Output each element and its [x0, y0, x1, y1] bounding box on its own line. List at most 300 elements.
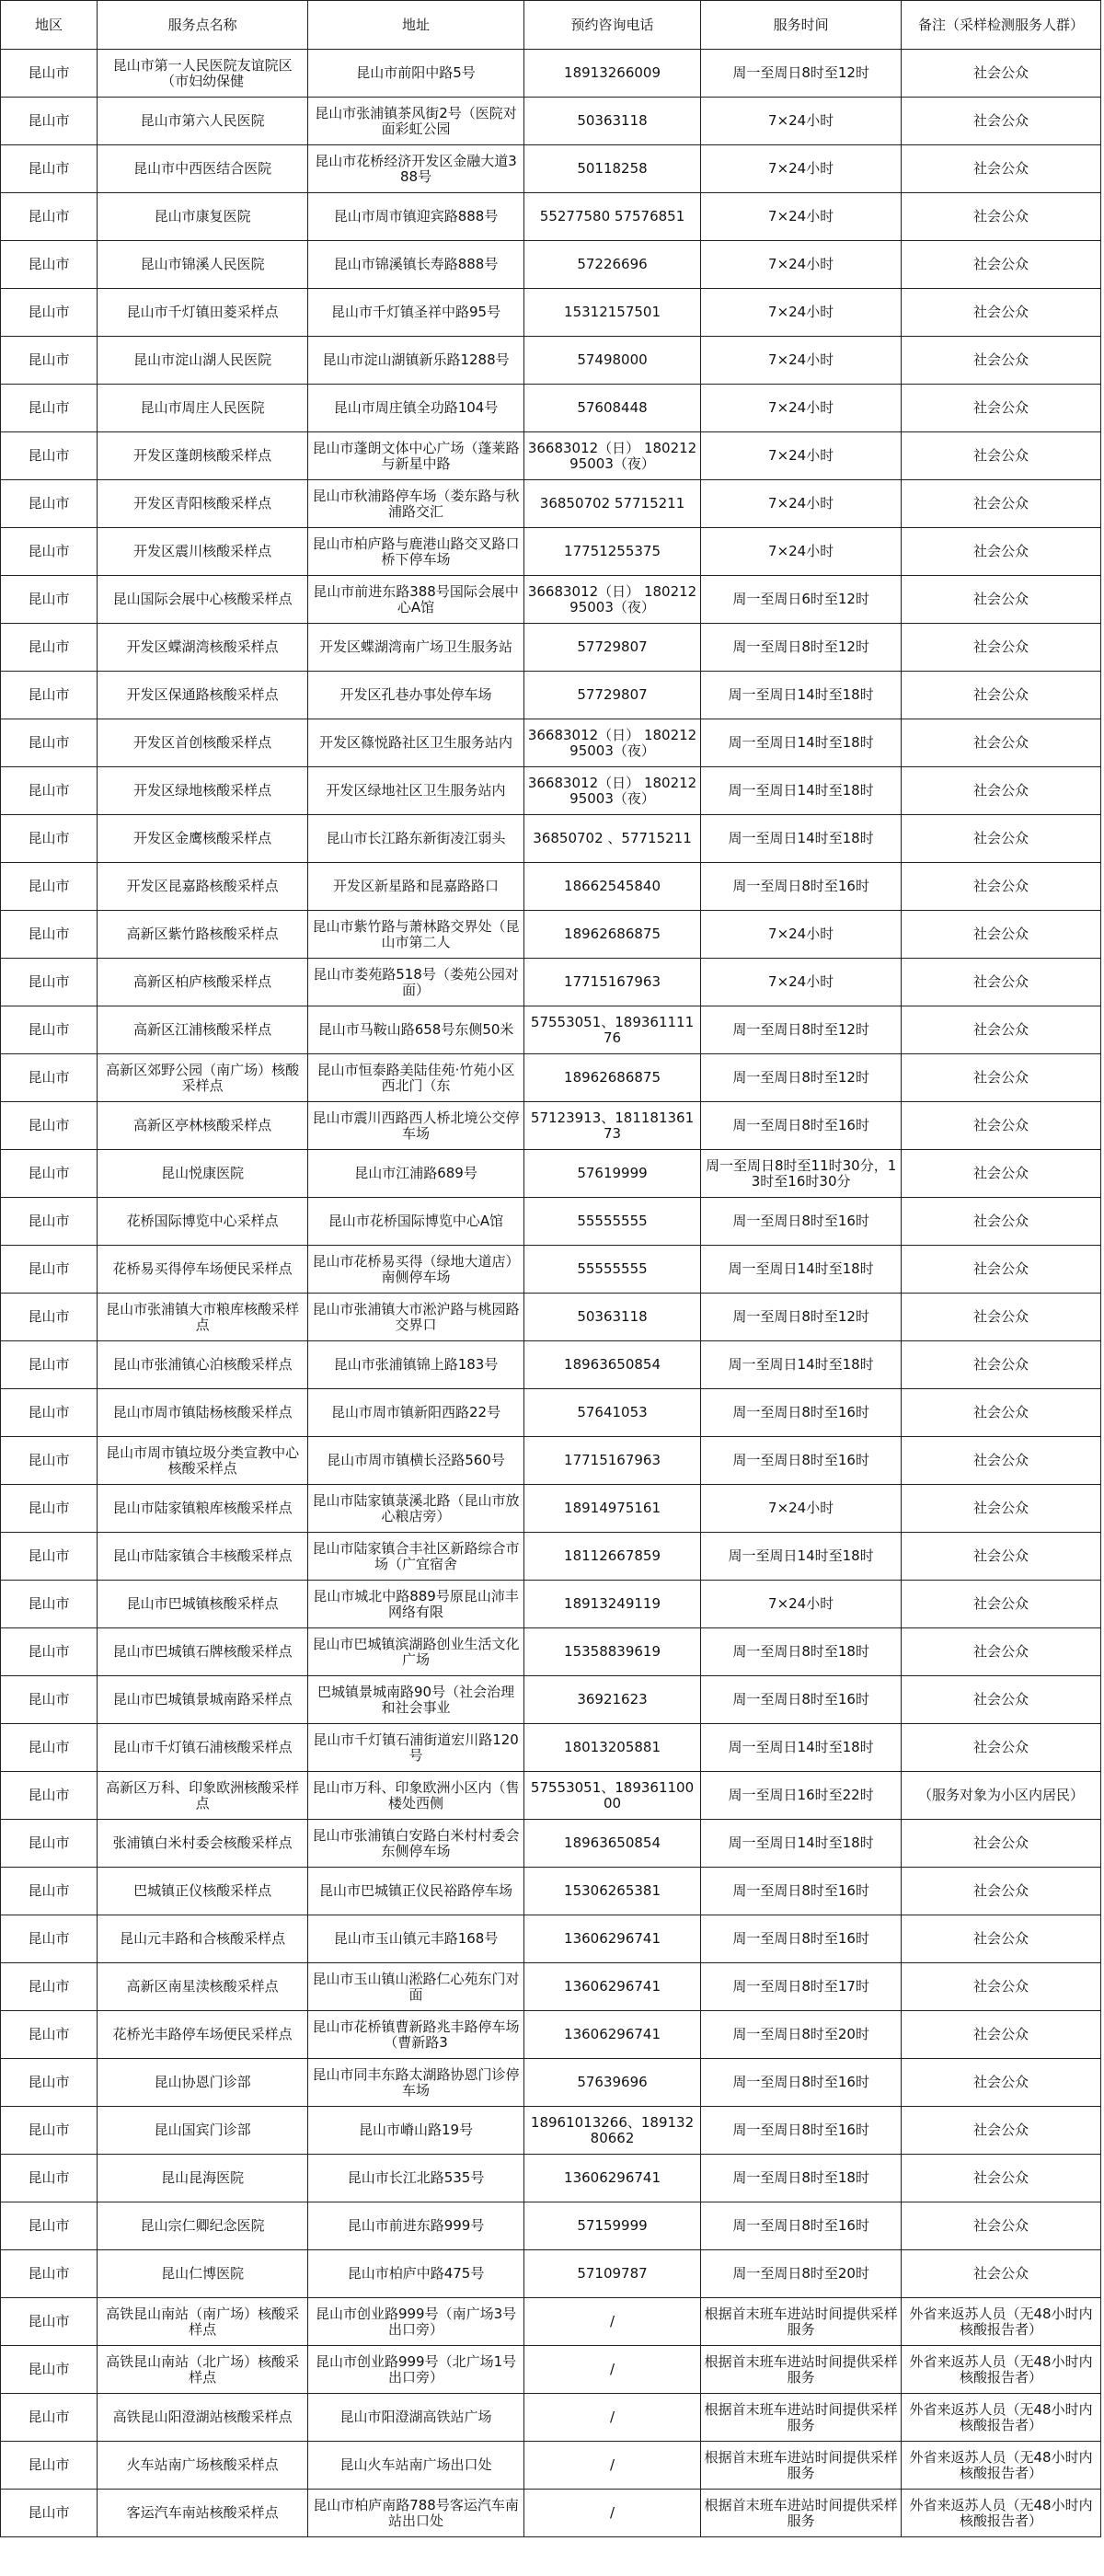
address-text: 昆山市柏庐南路788号客运汽车南站出口处	[313, 2497, 519, 2529]
site-name-text: 开发区青阳核酸采样点	[133, 496, 272, 512]
region-text: 昆山市	[28, 2027, 70, 2042]
service-hours-cell	[701, 911, 902, 959]
service-hours-cell	[701, 1150, 902, 1198]
site-name-text: 开发区绿地核酸采样点	[133, 783, 272, 799]
phone-text: 36683012（日） 18021295003（夜）	[527, 440, 697, 472]
address-text: 昆山市恒泰路美陆佳苑·竹苑小区西北门（东	[316, 1062, 515, 1094]
site-name-text: 昆山国宾门诊部	[154, 2122, 251, 2138]
region-cell	[1, 1437, 98, 1485]
remarks-text: 社会公众	[973, 2075, 1029, 2090]
remarks-cell	[902, 1676, 1101, 1724]
site-name-cell	[98, 1820, 308, 1868]
site-name-text: 昆山宗仁卿纪念医院	[140, 2218, 265, 2234]
table-row	[1, 289, 1101, 337]
service-hours-cell	[701, 1437, 902, 1485]
site-name-cell	[98, 528, 308, 576]
phone-text: 57159999	[577, 2218, 648, 2234]
remarks-text: 社会公众	[973, 1931, 1029, 1947]
remarks-text: 社会公众	[973, 1883, 1029, 1899]
service-hours-text: 周一至周日8时至18时	[732, 2170, 869, 2186]
remarks-cell	[902, 2298, 1101, 2346]
remarks-text: 社会公众	[973, 639, 1029, 655]
address-cell	[308, 289, 524, 337]
phone-text: 55277580 57576851	[539, 209, 685, 224]
address-cell	[308, 1150, 524, 1198]
service-hours-cell	[701, 337, 902, 385]
site-name-text: 昆山市千灯镇石浦核酸采样点	[112, 1740, 293, 1755]
remarks-cell	[902, 193, 1101, 241]
site-name-text: 客运汽车南站核酸采样点	[126, 2505, 279, 2521]
remarks-text: 社会公众	[973, 1261, 1029, 1277]
address-cell	[308, 2298, 524, 2346]
site-name-cell	[98, 1676, 308, 1724]
site-name-cell	[98, 145, 308, 193]
phone-text: 57553051、18936110000	[530, 1779, 695, 1811]
region-text: 昆山市	[28, 592, 70, 607]
table-row	[1, 98, 1101, 145]
phone-cell	[523, 2202, 700, 2250]
service-hours-cell	[701, 2059, 902, 2107]
table-row	[1, 2442, 1101, 2490]
remarks-cell	[902, 2250, 1101, 2298]
phone-text: 55555555	[577, 1261, 648, 1277]
phone-cell	[523, 2346, 700, 2394]
remarks-cell	[902, 241, 1101, 289]
remarks-text: 社会公众	[973, 735, 1029, 751]
region-text: 昆山市	[28, 1357, 70, 1373]
service-hours-text: 7×24小时	[768, 544, 834, 559]
region-text: 昆山市	[28, 352, 70, 368]
site-name-cell	[98, 719, 308, 767]
site-name-text: 高新区柏庐核酸采样点	[133, 974, 272, 990]
site-name-text: 昆山国际会展中心核酸采样点	[112, 592, 293, 607]
remarks-text: 社会公众	[973, 2122, 1029, 2138]
region-text: 昆山市	[28, 257, 70, 272]
address-cell	[308, 1294, 524, 1341]
site-name-text: 昆山市周庄人民医院	[140, 400, 265, 416]
address-cell	[308, 2394, 524, 2442]
region-cell	[1, 528, 98, 576]
site-name-text: 张浦镇白米村委会核酸采样点	[112, 1835, 293, 1851]
address-cell	[308, 2011, 524, 2059]
site-name-cell	[98, 1150, 308, 1198]
phone-cell	[523, 719, 700, 767]
remarks-text: 外省来返苏人员（无48小时内核酸报告者）	[909, 2401, 1093, 2433]
site-name-text: 高新区江浦核酸采样点	[133, 1022, 272, 1038]
service-hours-cell	[701, 959, 902, 1006]
site-name-cell	[98, 815, 308, 863]
remarks-cell	[902, 1341, 1101, 1389]
phone-cell	[523, 1533, 700, 1581]
address-cell	[308, 2490, 524, 2537]
region-cell	[1, 98, 98, 145]
region-text: 昆山市	[28, 2266, 70, 2282]
service-hours-cell	[701, 50, 902, 98]
site-name-text: 开发区昆嘉路核酸采样点	[126, 879, 279, 894]
address-cell	[308, 337, 524, 385]
region-text: 昆山市	[28, 1740, 70, 1755]
service-hours-cell	[701, 1628, 902, 1676]
service-hours-cell	[701, 1054, 902, 1102]
site-name-cell	[98, 2202, 308, 2250]
service-hours-text: 7×24小时	[768, 1596, 834, 1612]
service-hours-text: 周一至周日8时至16时	[732, 2075, 869, 2090]
region-text: 昆山市	[28, 926, 70, 942]
address-cell	[308, 241, 524, 289]
region-cell	[1, 2298, 98, 2346]
remarks-text: 社会公众	[973, 1213, 1029, 1229]
phone-cell	[523, 2490, 700, 2537]
region-cell	[1, 1389, 98, 1437]
table-row	[1, 2107, 1101, 2155]
phone-text: 18013205881	[564, 1740, 661, 1755]
address-text: 昆山市花桥镇曹新路兆丰路停车场（曹新路3	[312, 2018, 520, 2051]
phone-text: 57553051、18936111176	[530, 1014, 695, 1046]
site-name-text: 开发区蝶湖湾核酸采样点	[126, 639, 279, 655]
phone-cell	[523, 1102, 700, 1150]
address-text: 昆山市紫竹路与萧林路交界处（昆山市第二人	[312, 918, 520, 950]
remarks-text: 社会公众	[973, 1835, 1029, 1851]
region-cell	[1, 1341, 98, 1389]
remarks-cell	[902, 145, 1101, 193]
region-text: 昆山市	[28, 639, 70, 655]
phone-cell	[523, 1676, 700, 1724]
phone-text: /	[610, 2409, 615, 2425]
service-hours-text: 周一至周日14时至18时	[728, 735, 874, 751]
region-cell	[1, 2346, 98, 2394]
region-cell	[1, 2394, 98, 2442]
remarks-cell	[902, 385, 1101, 432]
region-cell	[1, 2442, 98, 2490]
site-name-text: 昆山悦康医院	[161, 1166, 245, 1181]
remarks-cell	[902, 2394, 1101, 2442]
region-cell	[1, 432, 98, 480]
remarks-text: 社会公众	[973, 113, 1029, 129]
address-cell	[308, 719, 524, 767]
service-hours-cell	[701, 767, 902, 815]
phone-cell	[523, 815, 700, 863]
address-text: 昆山市前进东路999号	[347, 2218, 485, 2234]
service-hours-text: 周一至周日8时至16时	[732, 1213, 869, 1229]
phone-text: 57729807	[577, 687, 648, 703]
address-cell	[308, 480, 524, 528]
remarks-cell	[902, 1820, 1101, 1868]
address-text: 昆山火车站南广场出口处	[339, 2457, 492, 2473]
table-row	[1, 1102, 1101, 1150]
remarks-text: 社会公众	[973, 1405, 1029, 1420]
address-cell	[308, 145, 524, 193]
site-name-cell	[98, 98, 308, 145]
service-hours-cell	[701, 1820, 902, 1868]
phone-text: 57123913、18118136173	[530, 1110, 695, 1142]
region-text: 昆山市	[28, 1548, 70, 1564]
table-body	[1, 50, 1101, 2537]
service-hours-cell	[701, 576, 902, 624]
phone-cell	[523, 1772, 700, 1820]
phone-cell	[523, 576, 700, 624]
region-cell	[1, 2059, 98, 2107]
remarks-text: 社会公众	[973, 1357, 1029, 1373]
site-name-text: 昆山协恩门诊部	[154, 2075, 251, 2090]
table-row	[1, 1246, 1101, 1294]
remarks-cell	[902, 98, 1101, 145]
region-cell	[1, 1294, 98, 1341]
address-cell	[308, 911, 524, 959]
remarks-text: 社会公众	[973, 161, 1029, 177]
address-cell	[308, 1198, 524, 1246]
remarks-cell	[902, 337, 1101, 385]
remarks-cell	[902, 1581, 1101, 1628]
service-hours-text: 7×24小时	[768, 209, 834, 224]
address-cell	[308, 2059, 524, 2107]
table-row	[1, 2298, 1101, 2346]
remarks-text: 社会公众	[973, 496, 1029, 512]
phone-text: 36850702 、57715211	[533, 831, 692, 846]
remarks-cell	[902, 1533, 1101, 1581]
site-name-cell	[98, 624, 308, 672]
region-text: 昆山市	[28, 2409, 70, 2425]
service-hours-text: 周一至周日8时至16时	[732, 2218, 869, 2234]
remarks-text: 社会公众	[973, 1740, 1029, 1755]
region-cell	[1, 241, 98, 289]
region-cell	[1, 672, 98, 719]
address-cell	[308, 1054, 524, 1102]
address-cell	[308, 672, 524, 719]
header-row	[1, 1, 1101, 50]
address-text: 昆山市嵴山路19号	[359, 2122, 474, 2138]
remarks-cell	[902, 289, 1101, 337]
site-name-text: 花桥易买得停车场便民采样点	[112, 1261, 293, 1277]
phone-cell	[523, 1150, 700, 1198]
table-row	[1, 576, 1101, 624]
service-hours-cell	[701, 1533, 902, 1581]
site-name-cell	[98, 2346, 308, 2394]
address-text: 昆山市花桥经济开发区金融大道388号	[315, 153, 517, 185]
service-hours-text: 周一至周日8时至16时	[732, 1405, 869, 1420]
region-cell	[1, 1246, 98, 1294]
service-hours-cell	[701, 2155, 902, 2202]
table-row	[1, 2346, 1101, 2394]
table-row	[1, 480, 1101, 528]
service-hours-cell	[701, 528, 902, 576]
phone-cell	[523, 337, 700, 385]
site-name-text: 花桥国际博览中心采样点	[126, 1213, 279, 1229]
remarks-cell	[902, 2202, 1101, 2250]
remarks-text: 社会公众	[973, 926, 1029, 942]
phone-text: 57498000	[577, 352, 648, 368]
region-text: 昆山市	[28, 831, 70, 846]
region-text: 昆山市	[28, 544, 70, 559]
address-text: 昆山市创业路999号（南广场3号出口旁）	[315, 2306, 517, 2338]
remarks-text: 社会公众	[973, 2218, 1029, 2234]
site-name-text: 昆山市巴城镇景城南路采样点	[112, 1692, 293, 1708]
service-hours-text: 周一至周日14时至18时	[728, 1835, 874, 1851]
address-cell	[308, 528, 524, 576]
phone-text: 18913266009	[564, 65, 661, 81]
site-name-text: 昆山市巴城镇石牌核酸采样点	[112, 1644, 293, 1660]
table-row	[1, 385, 1101, 432]
phone-cell	[523, 2155, 700, 2202]
region-text: 昆山市	[28, 2075, 70, 2090]
site-name-cell	[98, 1915, 308, 1963]
service-hours-text: 7×24小时	[768, 161, 834, 177]
region-text: 昆山市	[28, 1501, 70, 1516]
remarks-text: 社会公众	[973, 1979, 1029, 1995]
site-name-cell	[98, 385, 308, 432]
region-cell	[1, 1820, 98, 1868]
service-hours-cell	[701, 2394, 902, 2442]
address-text: 昆山市周市镇新阳西路22号	[331, 1405, 501, 1420]
site-name-text: 开发区蓬朗核酸采样点	[133, 448, 272, 464]
phone-text: 17751255375	[564, 544, 661, 559]
address-text: 开发区孔巷办事处停车场	[339, 687, 492, 703]
phone-text: 18963650854	[564, 1835, 661, 1851]
phone-text: /	[610, 2362, 615, 2377]
address-text: 昆山市玉山镇元丰路168号	[333, 1931, 499, 1947]
service-hours-text: 7×24小时	[768, 926, 834, 942]
region-text: 昆山市	[28, 1979, 70, 1995]
table-row	[1, 2155, 1101, 2202]
service-hours-text: 周一至周日14时至18时	[728, 1261, 874, 1277]
remarks-cell	[902, 2107, 1101, 2155]
site-name-cell	[98, 1485, 308, 1533]
site-name-cell	[98, 2155, 308, 2202]
remarks-text: 社会公众	[973, 1309, 1029, 1325]
table-row	[1, 2394, 1101, 2442]
service-hours-text: 周一至周日8时至12时	[732, 1309, 869, 1325]
address-cell	[308, 1724, 524, 1772]
phone-cell	[523, 1915, 700, 1963]
address-cell	[308, 1915, 524, 1963]
table-row	[1, 1820, 1101, 1868]
phone-text: 15306265381	[564, 1883, 661, 1899]
table-row	[1, 672, 1101, 719]
site-name-text: 昆山市第一人民医院友谊院区（市妇幼保健	[112, 57, 293, 89]
site-name-cell	[98, 959, 308, 1006]
table-row	[1, 193, 1101, 241]
site-name-cell	[98, 1294, 308, 1341]
site-name-text: 高新区紫竹路核酸采样点	[126, 926, 279, 942]
service-hours-text: 周一至周日14时至18时	[728, 1548, 874, 1564]
region-text: 昆山市	[28, 2505, 70, 2521]
service-hours-cell	[701, 1389, 902, 1437]
remarks-cell	[902, 719, 1101, 767]
remarks-cell	[902, 1102, 1101, 1150]
table-row	[1, 1628, 1101, 1676]
table-row	[1, 1772, 1101, 1820]
region-text: 昆山市	[28, 400, 70, 416]
remarks-cell	[902, 2490, 1101, 2537]
address-text: 昆山市秋浦路停车场（娄东路与秋浦路交汇	[312, 488, 520, 520]
header-service-hours: 服务时间	[701, 1, 902, 50]
service-hours-cell	[701, 2202, 902, 2250]
remarks-text: 社会公众	[973, 400, 1029, 416]
service-hours-cell	[701, 1341, 902, 1389]
service-hours-cell	[701, 1294, 902, 1341]
service-hours-cell	[701, 480, 902, 528]
address-text: 昆山市陆家镇菉溪北路（昆山市放心粮店旁）	[312, 1492, 520, 1524]
site-name-cell	[98, 1628, 308, 1676]
table-row	[1, 959, 1101, 1006]
phone-text: 15358839619	[564, 1644, 661, 1660]
phone-cell	[523, 385, 700, 432]
region-text: 昆山市	[28, 2314, 70, 2329]
table-row	[1, 1341, 1101, 1389]
site-name-text: 花桥光丰路停车场便民采样点	[112, 2027, 293, 2042]
region-cell	[1, 2107, 98, 2155]
phone-cell	[523, 1198, 700, 1246]
region-text: 昆山市	[28, 305, 70, 320]
table-row	[1, 241, 1101, 289]
phone-cell	[523, 1437, 700, 1485]
site-name-text: 昆山仁博医院	[161, 2266, 245, 2282]
region-cell	[1, 1102, 98, 1150]
phone-cell	[523, 1341, 700, 1389]
service-hours-cell	[701, 193, 902, 241]
phone-cell	[523, 289, 700, 337]
service-hours-text: 7×24小时	[768, 257, 834, 272]
remarks-cell	[902, 1724, 1101, 1772]
service-hours-text: 周一至周日8时至16时	[732, 1453, 869, 1468]
region-text: 昆山市	[28, 1213, 70, 1229]
address-cell	[308, 1102, 524, 1150]
region-cell	[1, 767, 98, 815]
region-cell	[1, 1485, 98, 1533]
remarks-cell	[902, 1437, 1101, 1485]
phone-cell	[523, 672, 700, 719]
table-row	[1, 1963, 1101, 2011]
table-row	[1, 2059, 1101, 2107]
region-text: 昆山市	[28, 65, 70, 81]
phone-cell	[523, 1006, 700, 1054]
remarks-cell	[902, 432, 1101, 480]
service-hours-text: 周一至周日8时至12时	[732, 639, 869, 655]
remarks-cell	[902, 672, 1101, 719]
site-name-cell	[98, 193, 308, 241]
site-name-text: 昆山市周市镇陆杨核酸采样点	[112, 1405, 293, 1420]
region-text: 昆山市	[28, 1788, 70, 1803]
phone-cell	[523, 863, 700, 911]
address-cell	[308, 767, 524, 815]
phone-cell	[523, 1820, 700, 1868]
phone-text: 13606296741	[564, 1979, 661, 1995]
region-cell	[1, 289, 98, 337]
site-name-cell	[98, 1772, 308, 1820]
phone-cell	[523, 1628, 700, 1676]
service-hours-text: 周一至周日14时至18时	[728, 1740, 874, 1755]
region-text: 昆山市	[28, 209, 70, 224]
table-row	[1, 1150, 1101, 1198]
table-row	[1, 2202, 1101, 2250]
address-text: 昆山市张浦镇茶风街2号（医院对面彩虹公园	[315, 105, 517, 137]
phone-cell	[523, 2394, 700, 2442]
address-cell	[308, 576, 524, 624]
phone-text: 57639696	[577, 2075, 648, 2090]
service-hours-cell	[701, 98, 902, 145]
address-cell	[308, 2155, 524, 2202]
service-hours-text: 周一至周日14时至18时	[728, 783, 874, 799]
service-hours-text: 7×24小时	[768, 974, 834, 990]
phone-text: 18963650854	[564, 1357, 661, 1373]
phone-text: 18914975161	[564, 1501, 661, 1516]
phone-cell	[523, 432, 700, 480]
remarks-cell	[902, 1246, 1101, 1294]
region-cell	[1, 2250, 98, 2298]
site-name-text: 昆山市陆家镇合丰核酸采样点	[112, 1548, 293, 1564]
remarks-text: 外省来返苏人员（无48小时内核酸报告者）	[909, 2306, 1093, 2338]
remarks-text: 社会公众	[973, 1166, 1029, 1181]
site-name-text: 开发区保通路核酸采样点	[126, 687, 279, 703]
